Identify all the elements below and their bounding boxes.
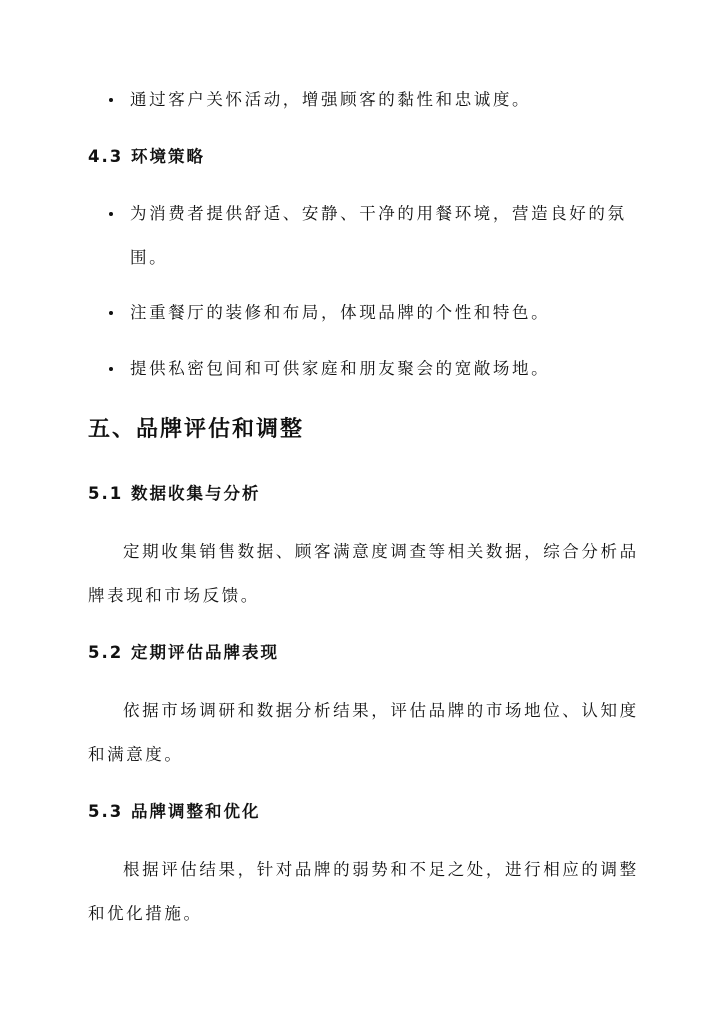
bullet-customer-care: [0, 85, 720, 115]
bullet-text: 提供私密包间和可供家庭和朋友聚会的宽敞场地。: [130, 359, 551, 378]
bullet-env-private-room: [0, 354, 720, 384]
bullet-text: 通过客户关怀活动，增强顾客的黏性和忠诚度。: [130, 90, 532, 109]
paragraph-text: 根据评估结果，针对品牌的弱势和不足之处，进行相应的调整: [123, 860, 639, 879]
heading-5-1: [0, 479, 720, 509]
paragraph-5-2-line-2: [0, 740, 720, 770]
paragraph-text: 依据市场调研和数据分析结果，评估品牌的市场地位、认知度: [123, 701, 639, 720]
bullet-text-continuation: 围。: [130, 248, 169, 267]
heading-text: 5.1 数据收集与分析: [88, 484, 261, 503]
bullet-env-comfort-continuation: [0, 243, 720, 273]
heading-text: 4.3 环境策略: [88, 147, 205, 166]
bullet-text: 注重餐厅的装修和布局，体现品牌的个性和特色。: [130, 303, 551, 322]
bullet-env-comfort: [0, 199, 720, 229]
paragraph-text: 定期收集销售数据、顾客满意度调查等相关数据，综合分析品: [123, 542, 639, 561]
section-5-title: [0, 410, 720, 450]
heading-4-3: [0, 142, 720, 172]
bullet-dot: [109, 98, 113, 102]
paragraph-5-1-line-2: [0, 581, 720, 611]
paragraph-text: 牌表现和市场反馈。: [88, 586, 260, 605]
section-title-text: 五、品牌评估和调整: [88, 417, 305, 442]
paragraph-5-3-line-2: [0, 899, 720, 929]
paragraph-text: 和优化措施。: [88, 904, 203, 923]
bullet-dot: [109, 212, 113, 216]
heading-text: 5.2 定期评估品牌表现: [88, 643, 279, 662]
paragraph-5-1-line-1: [0, 537, 720, 567]
paragraph-5-3-line-1: [0, 855, 720, 885]
bullet-dot: [109, 311, 113, 315]
heading-text: 5.3 品牌调整和优化: [88, 802, 261, 821]
paragraph-5-2-line-1: [0, 696, 720, 726]
bullet-dot: [109, 367, 113, 371]
bullet-text: 为消费者提供舒适、安静、干净的用餐环境，营造良好的氛: [130, 204, 627, 223]
paragraph-text: 和满意度。: [88, 745, 184, 764]
heading-5-3: [0, 797, 720, 827]
bullet-env-decor: [0, 298, 720, 328]
heading-5-2: [0, 638, 720, 668]
